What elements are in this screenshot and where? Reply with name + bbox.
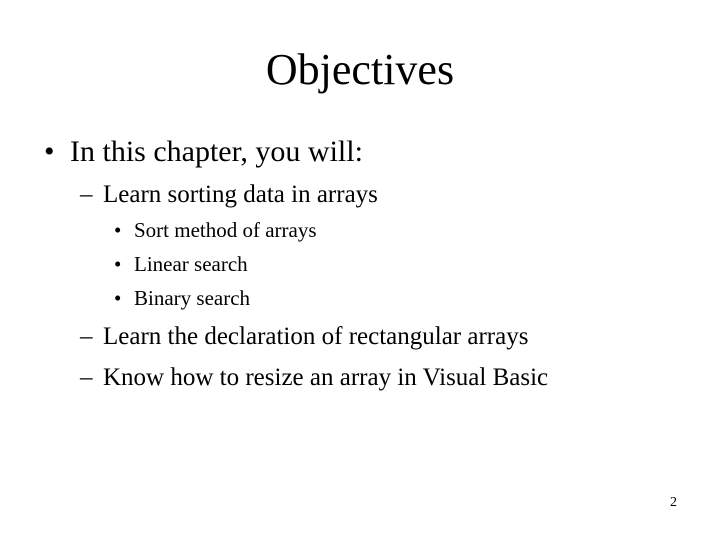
bullet-text: Know how to resize an array in Visual Basic [103, 364, 549, 391]
bullet-text: Sort method of arrays [134, 218, 317, 242]
bullet-text: Learn sorting data in arrays [103, 181, 378, 208]
bullet-level3 [114, 217, 317, 243]
bullet-level2 [80, 180, 378, 210]
bullet-level2 [80, 363, 548, 393]
dash-marker: – [80, 364, 93, 391]
bullet-marker: • [114, 252, 122, 276]
dash-marker: – [80, 323, 93, 350]
bullet-marker: • [114, 218, 122, 242]
bullet-text: Linear search [134, 252, 248, 276]
bullet-level3 [114, 251, 248, 277]
bullet-marker: • [114, 286, 122, 310]
bullet-text: Binary search [134, 286, 251, 310]
bullet-text: In this chapter, you will: [70, 135, 363, 168]
page-number: 2 [670, 495, 677, 510]
bullet-marker: • [44, 135, 55, 168]
bullet-text: Learn the declaration of rectangular arrays [103, 323, 529, 350]
bullet-level3 [114, 285, 250, 311]
bullet-level1 [44, 134, 363, 170]
dash-marker: – [80, 181, 93, 208]
slide-title: Objectives [265, 45, 455, 94]
bullet-level2 [80, 322, 528, 352]
